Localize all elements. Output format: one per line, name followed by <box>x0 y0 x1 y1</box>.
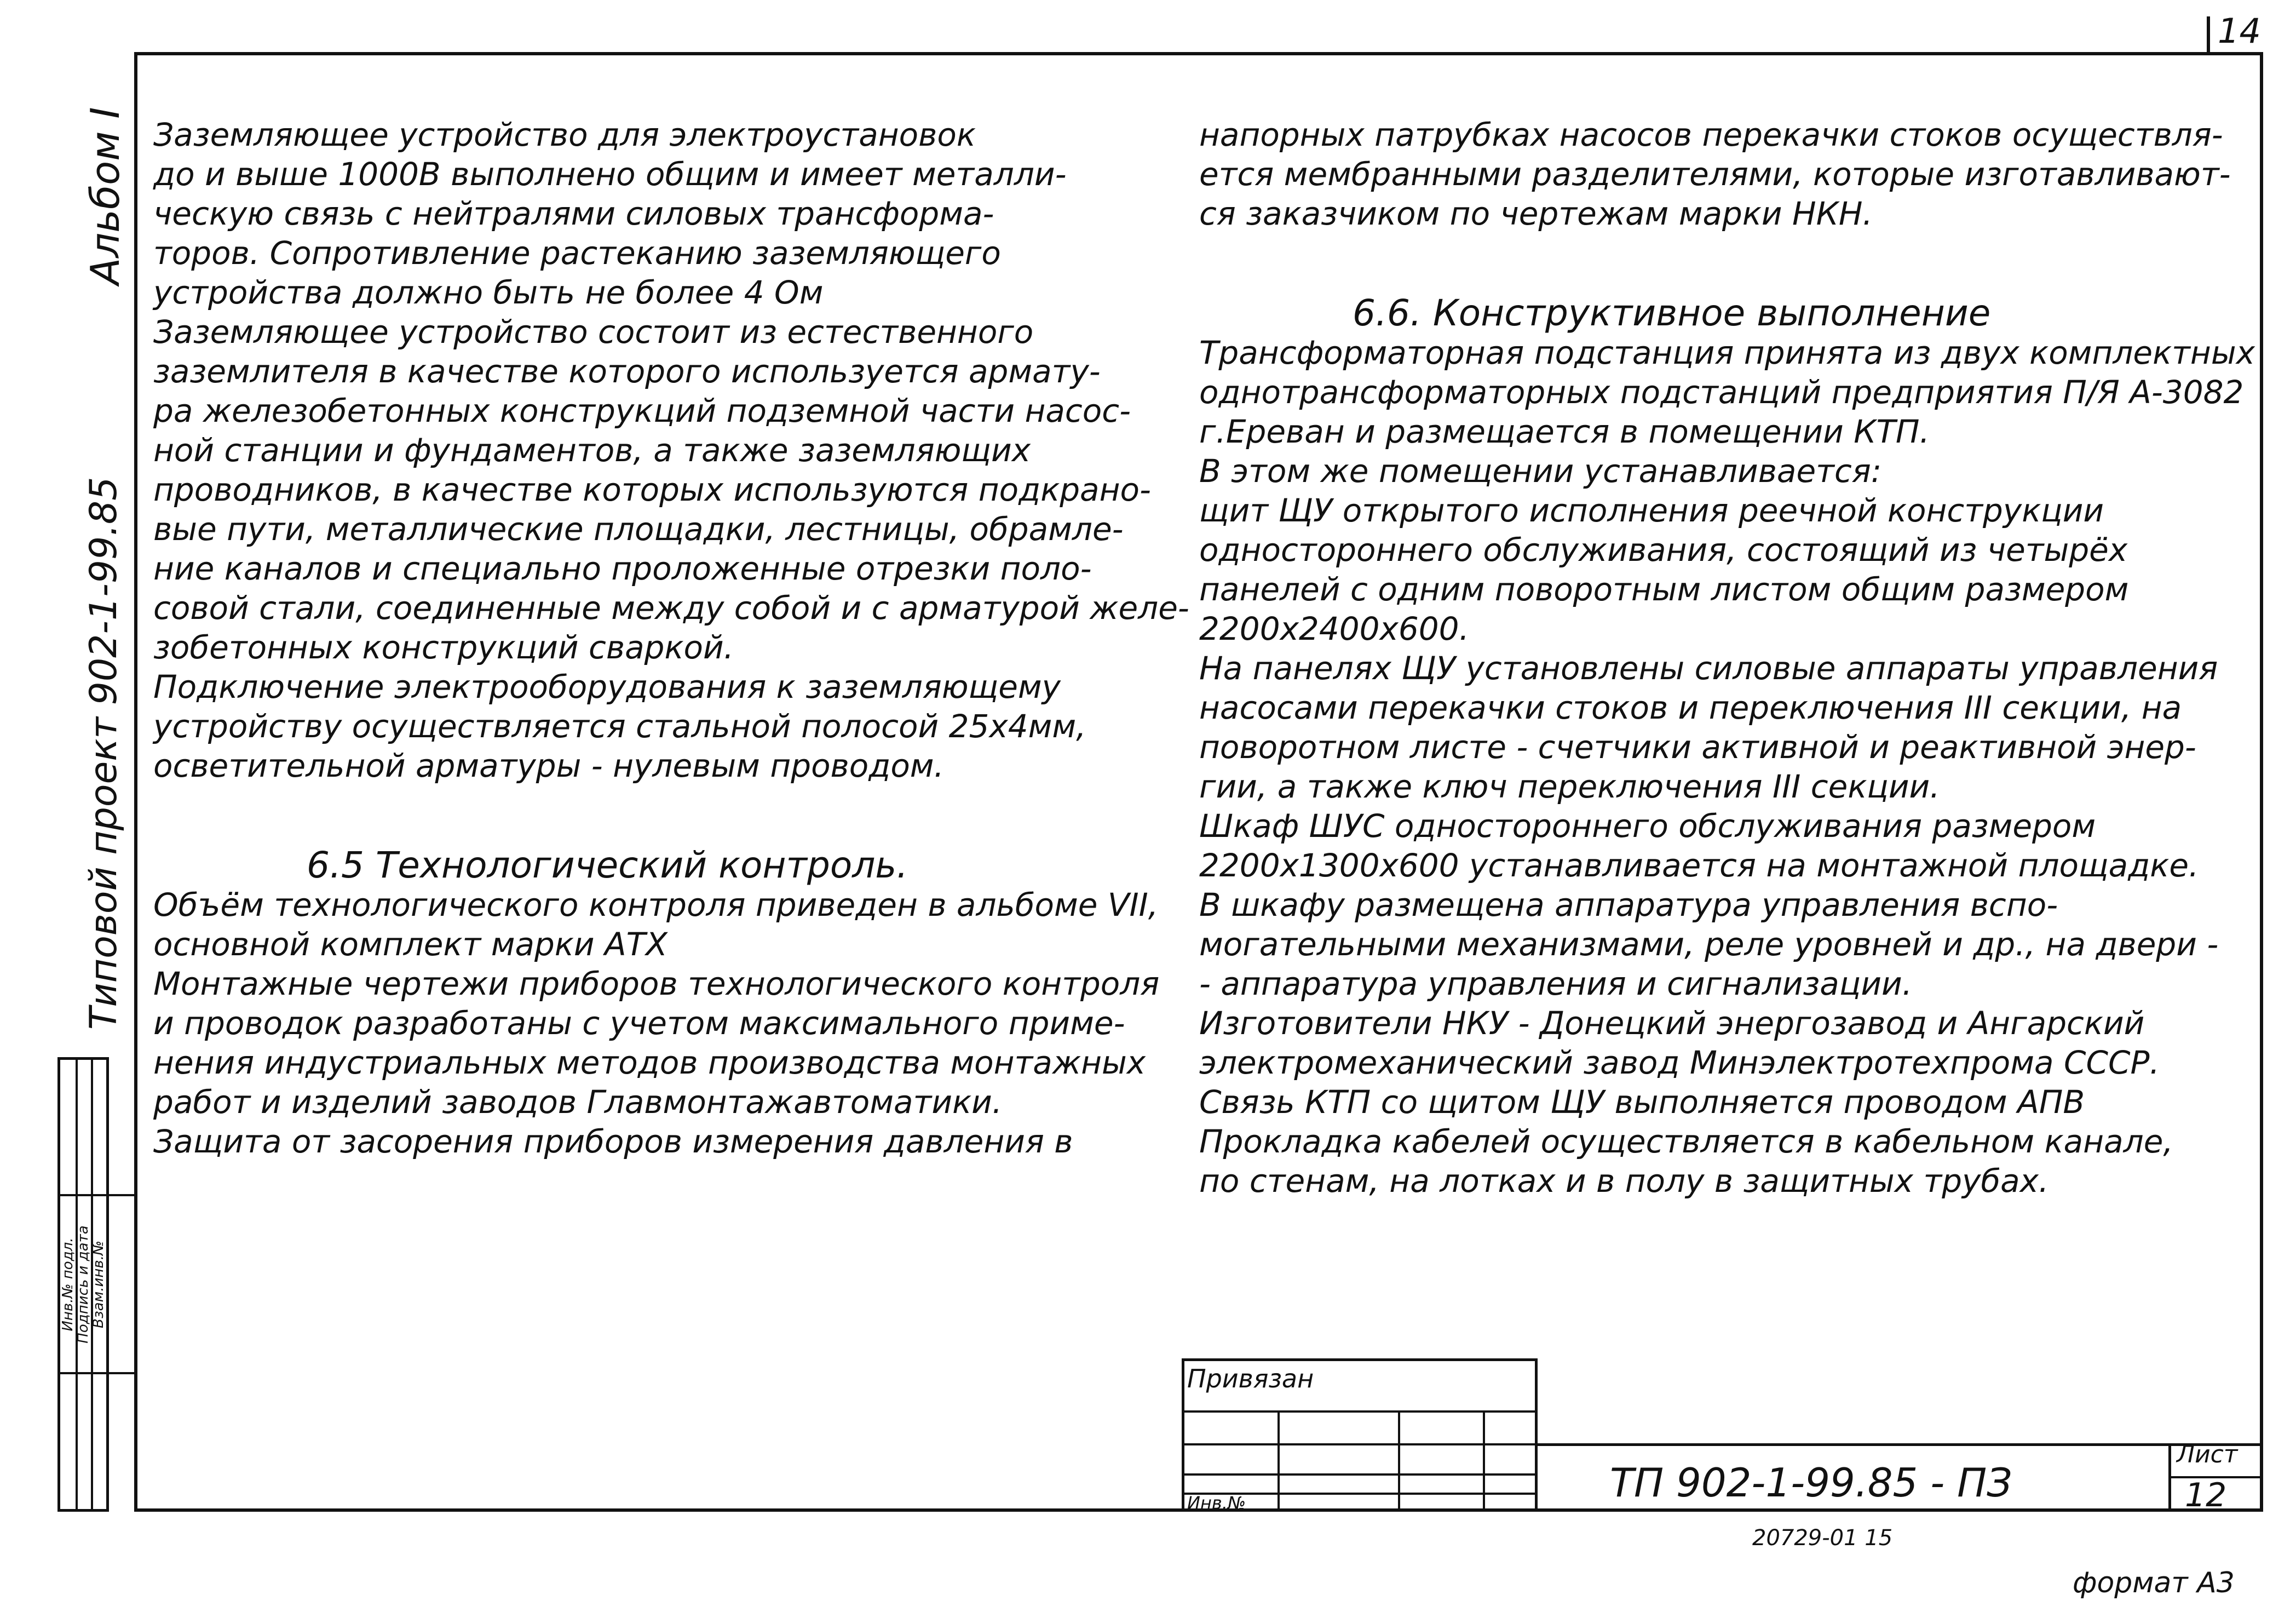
section-heading: 6.5 Технологический контроль. <box>307 844 908 886</box>
text-line: основной комплект марки АТХ <box>153 926 667 963</box>
stamp-col-line <box>1483 1410 1485 1509</box>
stamp-col-line <box>1278 1410 1280 1509</box>
stamp-row-line <box>1184 1410 1535 1413</box>
text-line: Прокладка кабелей осуществляется в кабельном канале, <box>1199 1123 2173 1160</box>
text-line: г.Ереван и размещается в помещении КТП. <box>1199 413 1930 450</box>
format-label: формат А3 <box>2073 1567 2235 1599</box>
text-line: ется мембранными разделителями, которые изготавливают- <box>1199 156 2231 193</box>
text-line: Заземляющее устройство для электроустановок <box>153 116 976 153</box>
text-line: Объём технологического контроля приведен в альбоме VII, <box>153 886 1159 923</box>
text-line: 2200х1300х600 устанавливается на монтажной площадке. <box>1199 847 2199 884</box>
stamp-col-line <box>1398 1410 1400 1509</box>
text-line: напорных патрубках насосов перекачки стоков осуществля- <box>1199 116 2223 153</box>
strip-label-signature: Подпись и дата <box>75 1225 91 1344</box>
text-line: торов. Сопротивление растеканию заземляющего <box>153 234 1001 272</box>
text-line: нения индустриальных методов производства монтажных <box>153 1044 1146 1081</box>
text-line: заземлителя в качестве которого используется армату- <box>153 353 1101 390</box>
document-code: ТП 902-1-99.85 - ПЗ <box>1610 1460 2012 1506</box>
text-line: ра железобетонных конструкций подземной части насос- <box>153 392 1131 429</box>
section-heading: 6.6. Конструктивное выполнение <box>1353 292 1991 334</box>
text-line: Защита от засорения приборов измерения давления в <box>153 1123 1073 1160</box>
text-line: панелей с одним поворотным листом общим размером <box>1199 571 2129 608</box>
inventory-label: Инв.№ <box>1187 1493 1246 1513</box>
strip-divider <box>57 1194 134 1196</box>
text-line: Связь КТП со щитом ЩУ выполняется проводом АПВ <box>1199 1083 2085 1121</box>
text-line: могательными механизмами, реле уровней и др., на двери - <box>1199 926 2219 963</box>
binding-strip <box>57 1057 109 1512</box>
sheet-number: 12 <box>2185 1476 2227 1514</box>
text-line: ся заказчиком по чертежам марки НКН. <box>1199 195 1873 232</box>
text-line: щит ЩУ открытого исполнения реечной конструкции <box>1199 492 2104 529</box>
text-line: поворотном листе - счетчики активной и реактивной энер- <box>1199 728 2196 766</box>
text-line: проводников, в качестве которых используются подкрано- <box>153 471 1151 508</box>
stamp-row-line <box>1184 1473 1535 1476</box>
corner-tick <box>2207 16 2210 55</box>
strip-col-replace <box>91 1060 106 1509</box>
text-line: насосами перекачки стоков и переключения III секции, на <box>1199 689 2182 726</box>
right-text-column <box>1199 115 2255 1201</box>
text-line: ние каналов и специально проложенные отрезки поло- <box>153 550 1092 587</box>
text-line: гии, а также ключ переключения III секции. <box>1199 768 1940 805</box>
strip-label-inv: Инв.№ подл. <box>60 1237 76 1332</box>
text-line: однотрансформаторных подстанций предприятия П/Я А-3082 <box>1199 374 2244 411</box>
sheet-label: Лист <box>2177 1441 2238 1468</box>
text-line: работ и изделий заводов Главмонтажавтоматики. <box>153 1083 1003 1121</box>
text-line: по стенам, на лотках и в полу в защитных трубах. <box>1199 1162 2049 1200</box>
text-line: вые пути, металлические площадки, лестницы, обрамле- <box>153 510 1124 548</box>
strip-divider <box>57 1372 134 1374</box>
text-line <box>153 785 1172 846</box>
album-label: Альбом I <box>82 107 128 285</box>
strip-label-replace: Взам.инв.№ <box>90 1241 107 1328</box>
text-line: Шкаф ШУС одностороннего обслуживания размером <box>1199 807 2096 845</box>
text-line: зобетонных конструкций сваркой. <box>153 629 734 666</box>
text-line: Подключение электрооборудования к заземляющему <box>153 668 1061 705</box>
text-line <box>1199 233 2245 294</box>
text-line: и проводок разработаны с учетом максимального приме- <box>153 1005 1125 1042</box>
text-line: ной станции и фундаментов, а также заземляющих <box>153 432 1031 469</box>
text-line: Монтажные чертежи приборов технологического контроля <box>153 965 1160 1002</box>
text-line: Трансформаторная подстанция принята из двух комплектных <box>1199 334 2255 371</box>
text-line: 2200х2400х600. <box>1199 610 1469 647</box>
project-label: Типовой проект 902-1-99.85 <box>82 477 125 1030</box>
text-line: Заземляющее устройство состоит из естественного <box>153 313 1034 351</box>
binding-label: Привязан <box>1187 1364 1314 1393</box>
text-line: В этом же помещении устанавливается: <box>1199 452 1882 490</box>
stamp-row-line <box>1184 1443 1535 1445</box>
text-line: ческую связь с нейтралями силовых трансформа- <box>153 195 994 232</box>
text-line: На панелях ЩУ установлены силовые аппараты управления <box>1199 650 2218 687</box>
text-line: одностороннего обслуживания, состоящий из четырёх <box>1199 531 2128 569</box>
text-line: В шкафу размещена аппаратура управления вспо- <box>1199 886 2058 923</box>
text-line: электромеханический завод Минэлектротехпрома СССР. <box>1199 1044 2160 1081</box>
text-line: устройства должно быть не более 4 Ом <box>153 274 824 311</box>
text-line: до и выше 1000В выполнено общим и имеет металли- <box>153 156 1067 193</box>
text-line: совой стали, соединенные между собой и с арматурой желе- <box>153 589 1189 627</box>
text-line: - аппаратура управления и сигнализации. <box>1199 965 1913 1002</box>
text-line: устройству осуществляется стальной полосой 25х4мм, <box>153 708 1086 745</box>
text-line: Изготовители НКУ - Донецкий энергозавод и Ангарский <box>1199 1005 2145 1042</box>
sheet-corner-number: 14 <box>2218 11 2261 51</box>
text-line: осветительной арматуры - нулевым проводом. <box>153 747 944 784</box>
archive-code: 20729-01 15 <box>1752 1525 1893 1551</box>
left-text-column <box>153 115 1189 1161</box>
